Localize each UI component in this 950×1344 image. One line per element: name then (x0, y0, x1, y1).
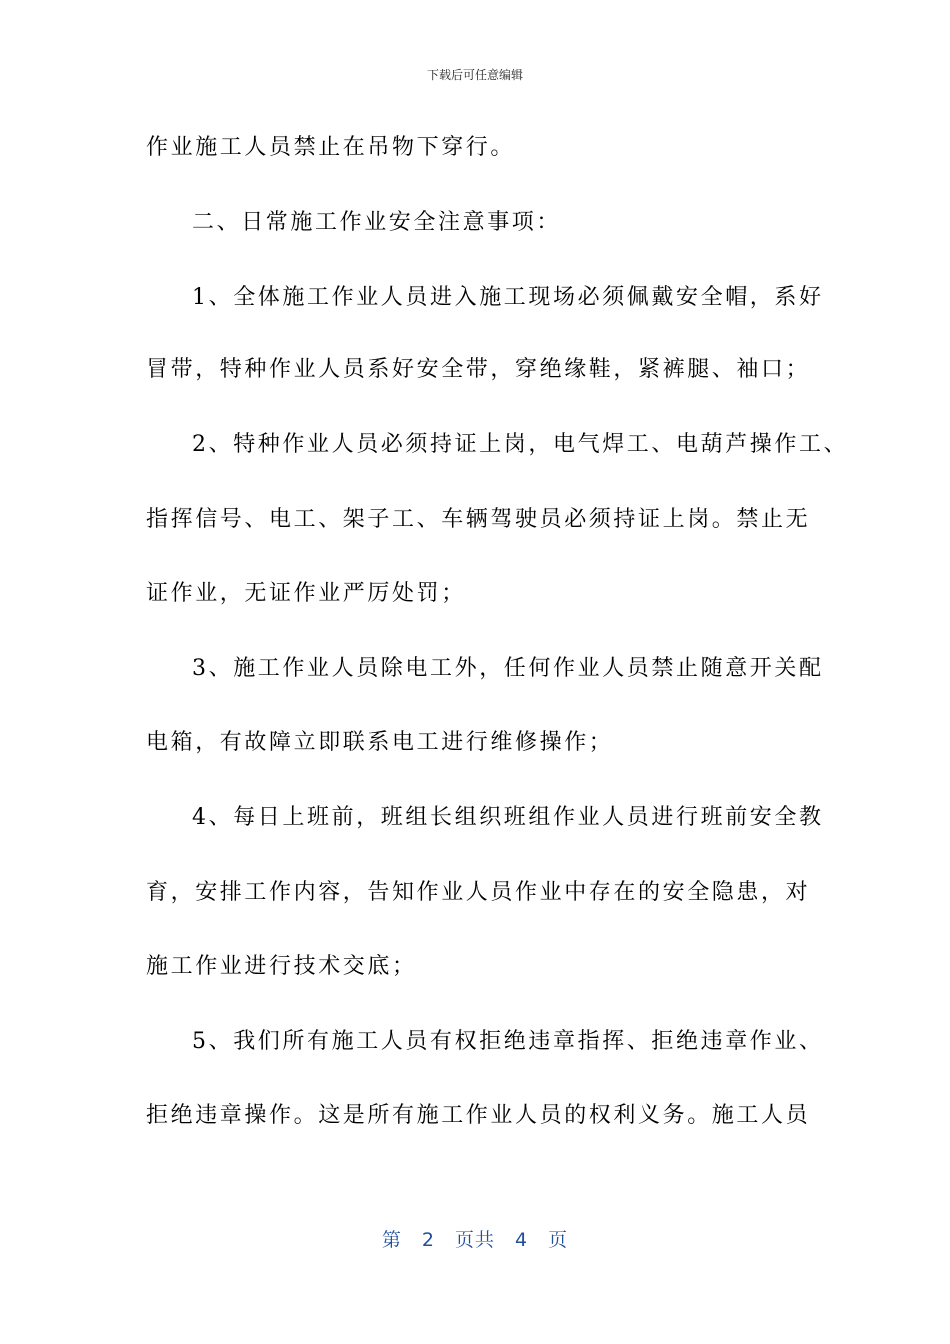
text-line: 2、特种作业人员必须持证上岗，电气焊工、电葫芦操作工、 (192, 432, 849, 457)
text-line: 4、每日上班前，班组长组织班组作业人员进行班前安全教 (192, 805, 824, 830)
footer-current-page: 2 (421, 1229, 435, 1251)
text-line: 作业施工人员禁止在吊物下穿行。 (146, 135, 516, 160)
text-line: 冒带，特种作业人员系好安全带，穿绝缘鞋，紧裤腿、袖口； (146, 357, 811, 382)
text-line: 1、全体施工作业人员进入施工现场必须佩戴安全帽，系好 (192, 285, 824, 310)
text-line: 育，安排工作内容，告知作业人员作业中存在的安全隐患，对 (146, 880, 811, 905)
text-line: 3、施工作业人员除电工外，任何作业人员禁止随意开关配 (192, 656, 824, 681)
footer-label-page: 第 (381, 1229, 402, 1251)
text-line: 拒绝违章操作。这是所有施工作业人员的权利义务。施工人员 (146, 1103, 811, 1128)
text-line: 5、我们所有施工人员有权拒绝违章指挥、拒绝违章作业、 (192, 1029, 824, 1054)
section-heading: 二、日常施工作业安全注意事项： (192, 210, 562, 235)
text-line: 证作业，无证作业严厉处罚； (146, 581, 466, 606)
text-line: 电箱，有故障立即联系电工进行维修操作； (146, 730, 614, 755)
page-footer (0, 1225, 950, 1252)
footer-label-total: 页共 (454, 1229, 495, 1251)
footer-label-end: 页 (548, 1229, 569, 1251)
footer-total-pages: 4 (515, 1229, 529, 1251)
text-line: 施工作业进行技术交底； (146, 954, 417, 979)
page-header: 下载后可任意编辑 (426, 68, 523, 82)
text-line: 指挥信号、电工、架子工、车辆驾驶员必须持证上岗。禁止无 (146, 507, 811, 532)
